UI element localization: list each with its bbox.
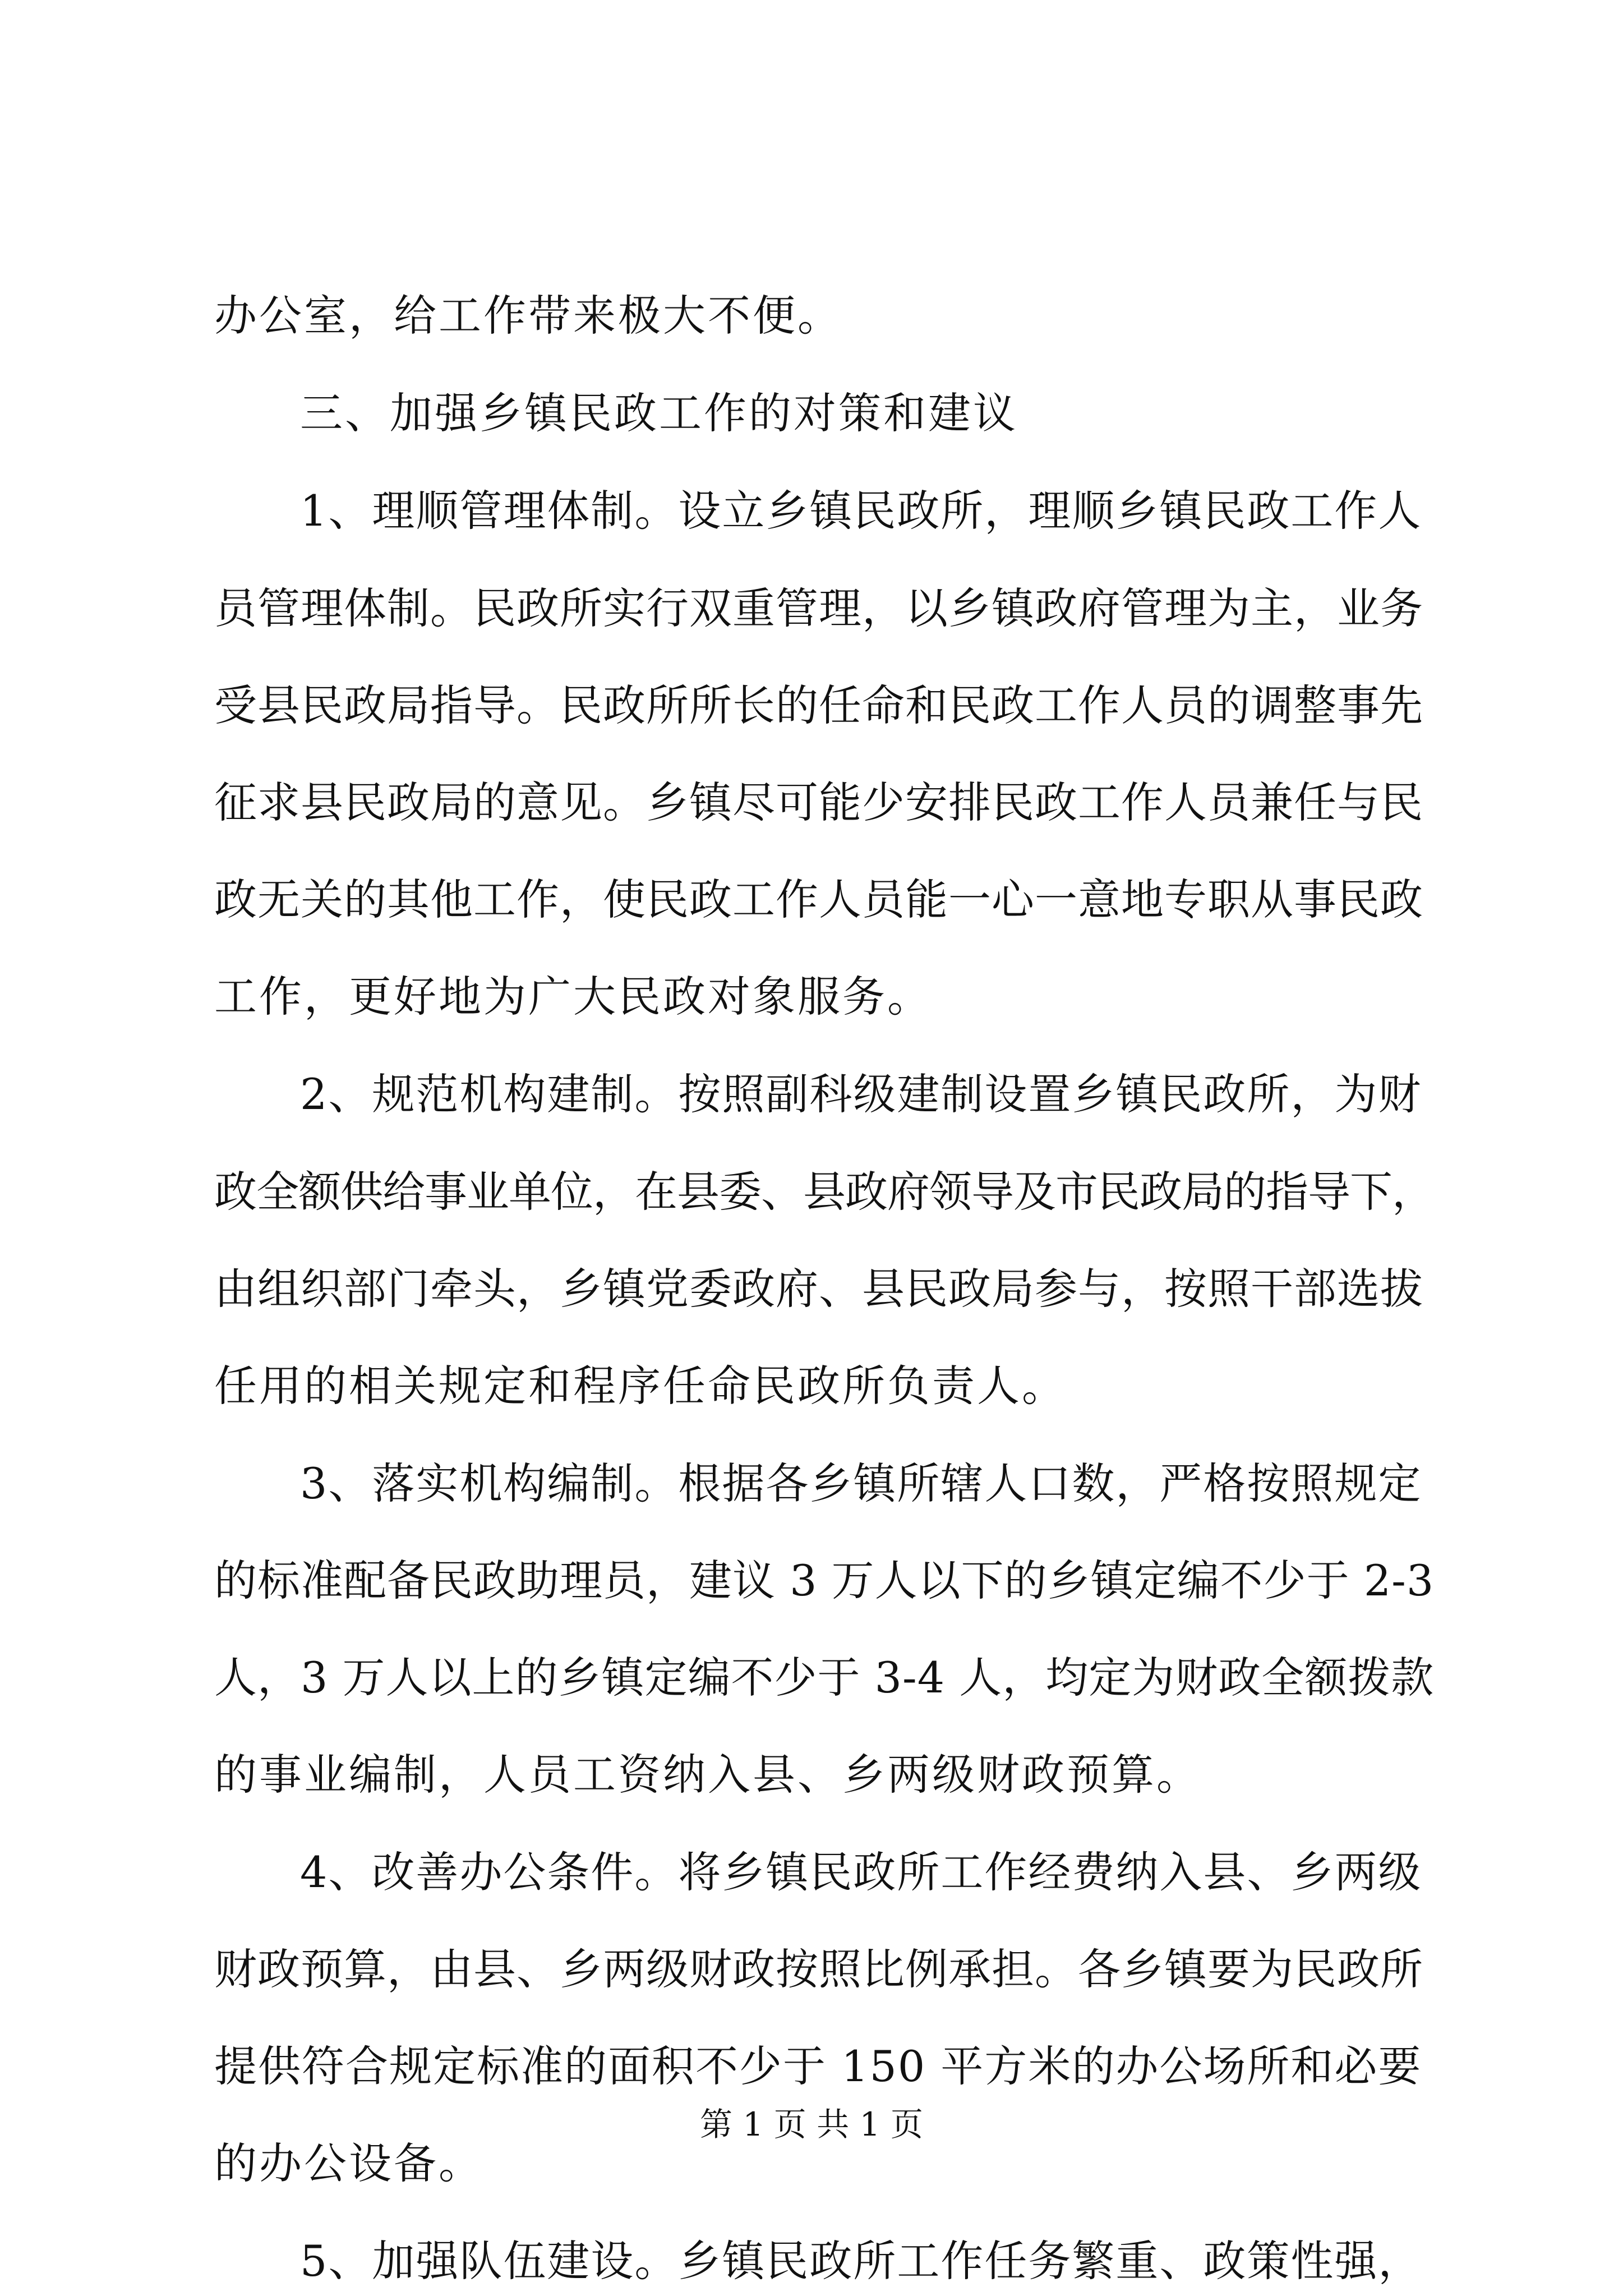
paragraph-line: 人，3 万人以上的乡镇定编不少于 3-4 人，均定为财政全额拨款	[214, 1653, 1435, 1703]
paragraph-line: 由组织部门牵头，乡镇党委政府、县民政局参与，按照干部选拔	[214, 1264, 1423, 1314]
paragraph-line: 2、规范机构建制。按照副科级建制设置乡镇民政所，为财	[300, 1069, 1422, 1119]
paragraph-line: 的标准配备民政助理员，建议 3 万人以下的乡镇定编不少于 2-3	[214, 1556, 1435, 1605]
paragraph-line: 工作，更好地为广大民政对象服务。	[214, 972, 932, 1022]
paragraph-line: 政无关的其他工作，使民政工作人员能一心一意地专职从事民政	[214, 875, 1423, 924]
paragraph-line: 征求县民政局的意见。乡镇尽可能少安排民政工作人员兼任与民	[214, 777, 1423, 827]
page-number-footer: 第 1 页 共 1 页	[700, 2105, 923, 2143]
paragraph-line: 提供符合规定标准的面积不少于 150 平方米的办公场所和必要	[214, 2041, 1422, 2091]
paragraph-line: 政全额供给事业单位，在县委、县政府领导及市民政局的指导下，	[214, 1167, 1434, 1217]
paragraph-line: 的事业编制，人员工资纳入县、乡两级财政预算。	[214, 1750, 1201, 1800]
paragraph-line: 3、落实机构编制。根据各乡镇所辖人口数，严格按照规定	[300, 1458, 1422, 1508]
section-heading: 三、加强乡镇民政工作的对策和建议	[300, 388, 1018, 438]
paragraph-line: 5、加强队伍建设。乡镇民政所工作任务繁重、政策性强，	[300, 2236, 1422, 2286]
paragraph-line: 员管理体制。民政所实行双重管理，以乡镇政府管理为主，业务	[214, 583, 1423, 633]
paragraph-line: 财政预算，由县、乡两级财政按照比例承担。各乡镇要为民政所	[214, 1944, 1423, 1994]
paragraph-line: 受县民政局指导。民政所所长的任命和民政工作人员的调整事先	[214, 680, 1423, 730]
paragraph-line: 任用的相关规定和程序任命民政所负责人。	[214, 1361, 1067, 1411]
paragraph-line: 1、理顺管理体制。设立乡镇民政所，理顺乡镇民政工作人	[300, 486, 1422, 536]
paragraph-line: 4、改善办公条件。将乡镇民政所工作经费纳入县、乡两级	[300, 1847, 1422, 1897]
text-line: 办公室，给工作带来极大不便。	[214, 291, 842, 341]
paragraph-line: 的办公设备。	[214, 2138, 483, 2188]
